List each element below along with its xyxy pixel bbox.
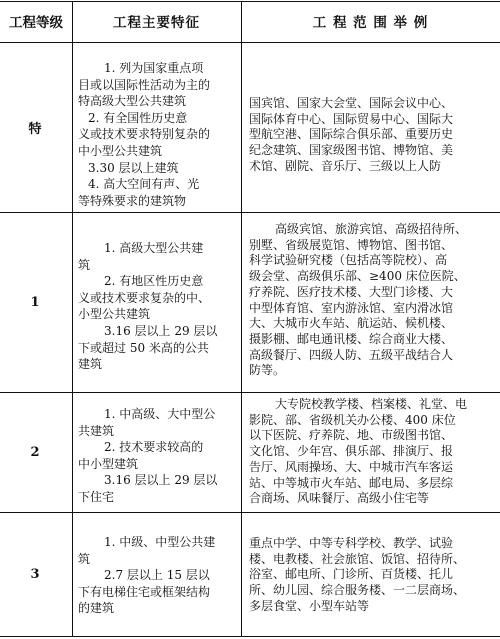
feature-line: 共建筑 <box>78 423 115 438</box>
feature-line: 等特殊要求的建筑物 <box>78 193 187 208</box>
header-examples: 工 程 范 围 举 例 <box>312 15 429 31</box>
example-line: 告厅、风雨操场、大、中城市汽车客运 <box>249 459 454 474</box>
feature-line: 的建筑 <box>78 601 115 616</box>
feature-line: 2.7 层以上 15 层以 <box>104 568 210 583</box>
feature-line: 下有电梯住宅或框架结构 <box>78 584 211 599</box>
header-grade: 工程等级 <box>9 15 63 31</box>
feature-line: 中小型公共建筑 <box>78 143 163 158</box>
example-line: 高级宾馆、旅游宾馆、高级招待所、 <box>275 222 468 236</box>
example-line: 多层食堂、小型车站等 <box>249 598 370 613</box>
example-line: 疗养院、医疗技术楼、大型门诊楼、大 <box>249 284 454 299</box>
example-line: 合商场、风味餐厅、高级小住宅等 <box>249 491 430 506</box>
row-divider-3 <box>0 512 500 513</box>
feature-line: 特高级大型公共建筑 <box>78 94 187 109</box>
column-divider-2 <box>241 1 242 637</box>
example-line: 所、幼儿园、综合服务楼、一二层商场、 <box>249 583 466 598</box>
example-line: 影院、部、省级机关办公楼、400 床位 <box>249 412 456 427</box>
feature-line: 下住宅 <box>78 489 115 504</box>
grade-3: 3 <box>30 566 40 582</box>
examples-grade-1 <box>249 222 495 379</box>
example-line: 大、大城市火车站、航运站、候机楼、 <box>249 316 454 331</box>
feature-line: 4. 高大空间有声、光 <box>88 177 200 192</box>
feature-line: 1. 中级、中型公共建 <box>104 535 216 549</box>
features-grade-3 <box>78 534 236 617</box>
feature-line: 3.30 层以上建筑 <box>88 160 179 175</box>
example-line: 大专院校教学楼、档案楼、礼堂、电 <box>275 397 468 411</box>
example-line: 站、中等城市火车站、邮电局、多层综 <box>249 475 454 490</box>
example-line: 防等。 <box>249 363 286 378</box>
grade-special: 特 <box>28 121 42 137</box>
row-divider-2 <box>0 392 500 393</box>
examples-special <box>249 96 495 175</box>
feature-line: 义或技术要求特别复杂的 <box>78 127 211 142</box>
example-line: 型航空港、国际综合俱乐部、重要历史 <box>249 127 454 142</box>
example-line: 重点中学、中等专科学校、教学、试验 <box>249 536 454 550</box>
example-line: 高级餐厅、四级人防、五级平战结合人 <box>249 347 454 362</box>
feature-line: 2. 有地区性历史意 <box>104 274 204 289</box>
feature-line: 2. 有全国性历史意 <box>88 110 188 125</box>
example-line: 以下医院、疗养院、地、市级图书馆、 <box>249 428 454 443</box>
feature-line: 目或以国际性活动为主的 <box>78 77 211 92</box>
feature-line: 筑 <box>78 257 91 272</box>
feature-line: 中小型建筑 <box>78 456 139 471</box>
example-line: 级会堂、高级俱乐部、≥400 床位医院、 <box>249 269 466 284</box>
feature-line: 1. 中高级、大中型公 <box>104 407 216 421</box>
feature-line: 小型公共建筑 <box>78 307 151 322</box>
row-divider-1 <box>0 212 500 213</box>
example-line: 楼、电教楼、社会旅馆、饭馆、招待所、 <box>249 551 466 566</box>
examples-grade-3 <box>249 536 495 615</box>
table-bottom-border <box>0 636 500 637</box>
example-line: 文化馆、少年宫、俱乐部、排演厅、报 <box>249 444 454 459</box>
example-line: 国宾馆、国家大会堂、国际会议中心、 <box>249 96 454 110</box>
example-line: 浴室、邮电所、门诊所、百货楼、托儿 <box>249 567 454 582</box>
examples-grade-2 <box>249 397 495 507</box>
grade-2: 2 <box>30 444 40 460</box>
example-line: 纪念建筑、国家级图书馆、博物馆、美 <box>249 143 454 158</box>
features-grade-2 <box>78 406 236 506</box>
features-grade-1 <box>78 240 236 373</box>
features-special <box>78 60 236 209</box>
feature-line: 3.16 层以上 29 层以 <box>104 323 218 338</box>
example-line: 摄影棚、邮电通讯楼、综合商业大楼、 <box>249 331 454 346</box>
header-features: 工程主要特征 <box>113 15 200 31</box>
feature-line: 建筑 <box>78 357 103 372</box>
header-divider <box>0 42 500 43</box>
grade-1: 1 <box>30 294 40 310</box>
feature-line: 3.16 层以上 29 层以 <box>104 473 218 488</box>
column-divider-1 <box>72 1 73 637</box>
feature-line: 筑 <box>78 551 91 566</box>
example-line: 别墅、省级展览馆、博物馆、图书馆、 <box>249 237 454 252</box>
feature-line: 下或超过 50 米高的公共 <box>78 340 209 355</box>
example-line: 术馆、剧院、音乐厅、三级以上人防 <box>249 158 442 173</box>
feature-line: 2. 技术要求较高的 <box>104 440 204 455</box>
example-line: 科学试验研究楼（包括高等院校）、高 <box>249 253 448 268</box>
feature-line: 义或技术要求复杂的中、 <box>78 290 211 305</box>
example-line: 国际体育中心、国际贸易中心、国际大 <box>249 111 454 126</box>
feature-line: 1. 列为国家重点项 <box>104 61 204 75</box>
feature-line: 1. 高级大型公共建 <box>104 241 204 255</box>
example-line: 中型体育馆、室内游泳馆、室内滑冰馆 <box>249 300 454 315</box>
